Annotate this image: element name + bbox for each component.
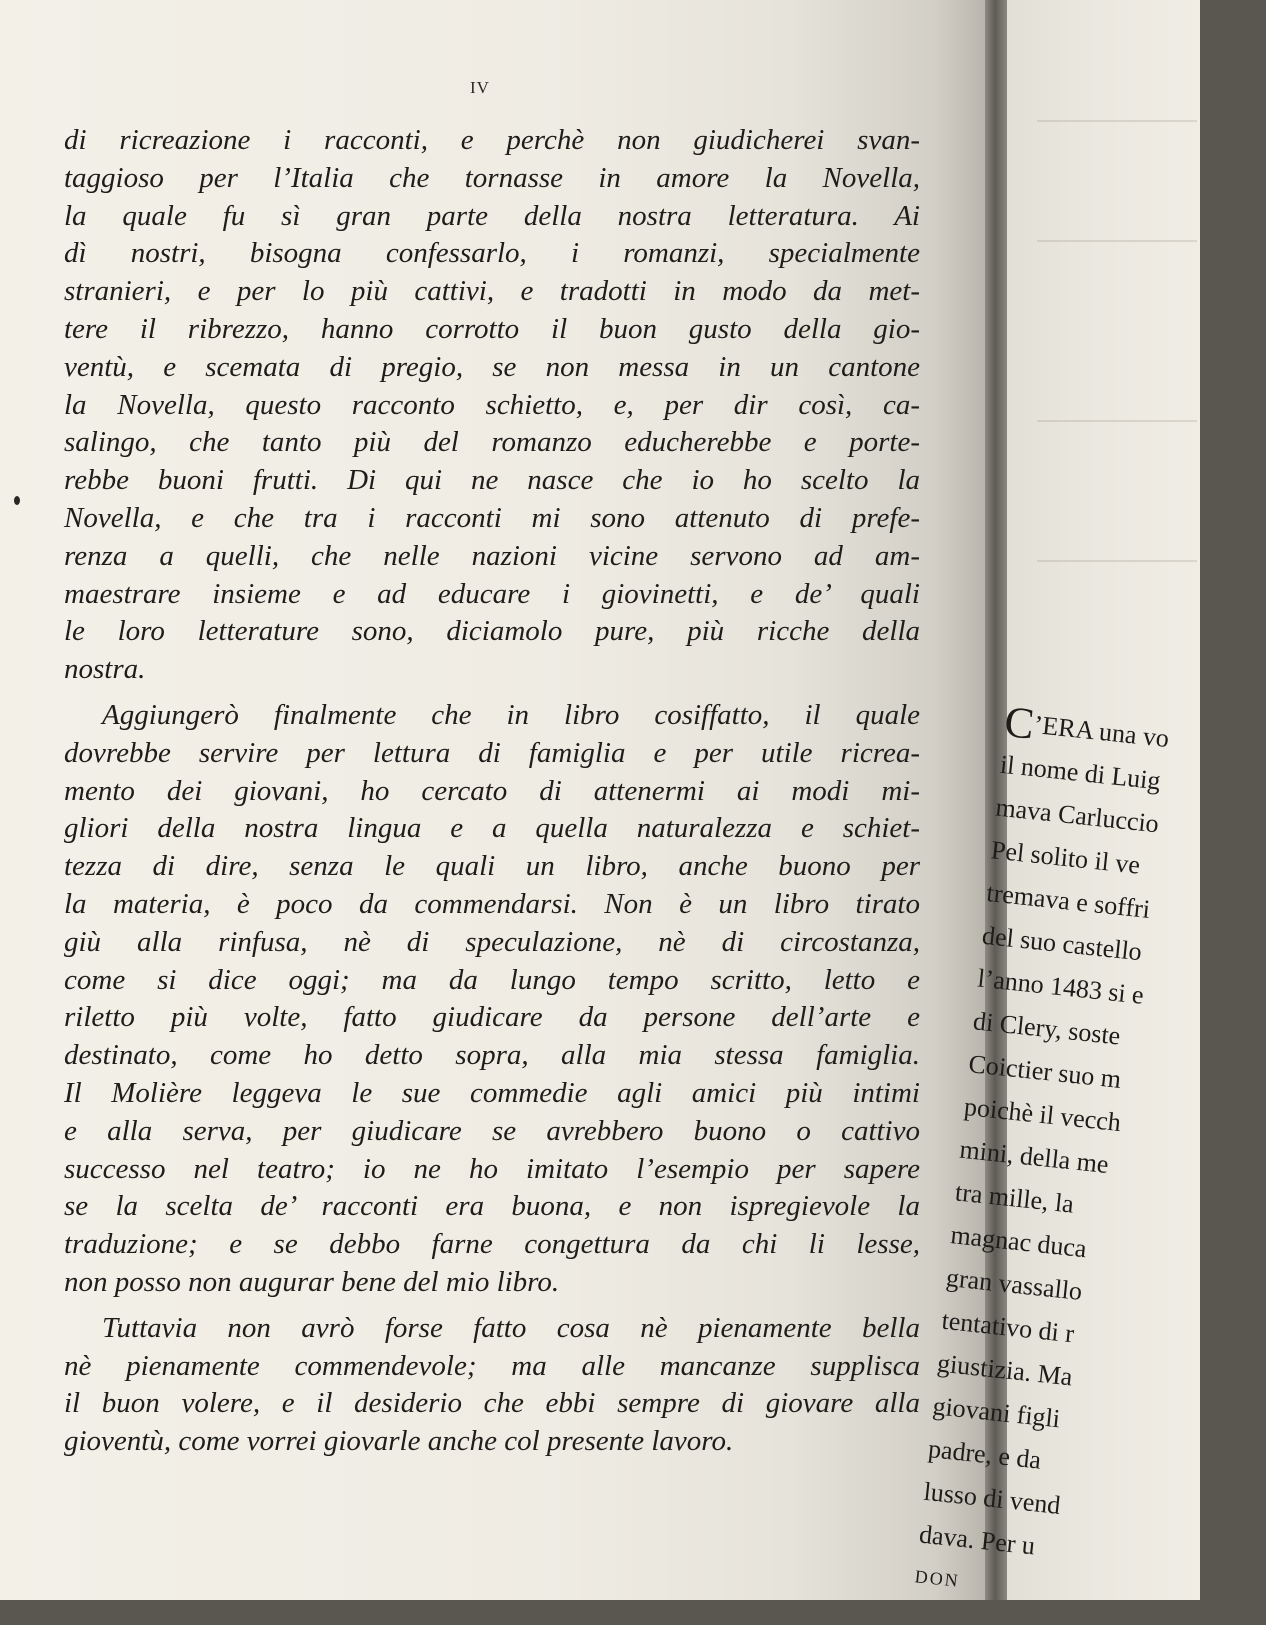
text-line: dovrebbe servire per lettura di famiglia e per utile ricrea-: [64, 736, 920, 769]
drop-cap: C: [1002, 697, 1037, 749]
body-text: [64, 122, 920, 1461]
text-line: la materia, è poco da commendarsi. Non è un libro tirato: [64, 887, 920, 920]
text-line: nè pienamente commendevole; ma alle mancanze supplisca: [64, 1349, 920, 1382]
text-line: traduzione; e se debbo farne congettura da chi li lesse,: [64, 1228, 920, 1261]
opening-line-text: ’ERA una vo: [1032, 710, 1171, 754]
text-line: salingo, che tanto più del romanzo educherebbe e porte-: [64, 426, 920, 459]
text-line: se la scelta de’ racconti era buona, e non ispregievole la: [64, 1190, 920, 1223]
text-line: come si dice oggi; ma da lungo tempo scritto, letto e: [64, 963, 920, 996]
ink-speck: [14, 496, 20, 505]
text-line: tra mille, la: [953, 1177, 1076, 1219]
text-line: di ricreazione i racconti, e perchè non giudicherei svan-: [64, 124, 920, 156]
text-line: giovani figli: [931, 1391, 1062, 1434]
text-line: e alla serva, per giudicare se avrebbero buono o cattivo: [64, 1114, 920, 1147]
right-page: [913, 0, 1200, 1600]
text-line: lusso di vend: [922, 1476, 1062, 1520]
text-line: gioventù, come vorrei giovarle anche col presente lavoro.: [64, 1425, 734, 1458]
text-line: Coictier suo m: [967, 1049, 1123, 1094]
text-line: di Clery, soste: [971, 1006, 1122, 1051]
text-line: non posso non augurar bene del mio libro.: [64, 1265, 560, 1298]
text-line: Pel solito il ve: [989, 835, 1142, 880]
text-line: il buon volere, e il desiderio che ebbi sempre di giovare alla: [64, 1387, 920, 1420]
text-line: giustizia. Ma: [935, 1348, 1074, 1392]
text-line: del suo castello: [980, 920, 1144, 967]
paragraph-first-line: Aggiungerò finalmente che in libro cosiffatto, il quale: [102, 698, 920, 731]
text-line: giù alla rinfusa, nè di speculazione, nè di circostanza,: [64, 925, 920, 958]
text-line: dì nostri, bisogna confessarlo, i romanzi, specialmente: [64, 237, 920, 270]
text-line: mini, della me: [958, 1134, 1110, 1180]
text-line: rebbe buoni frutti. Di qui ne nasce che io ho scelto la: [64, 464, 920, 497]
text-line: il nome di Luig: [998, 749, 1162, 796]
text-line: tere il ribrezzo, hanno corrotto il buon gusto della gio-: [64, 312, 920, 345]
text-line: nostra.: [64, 653, 146, 686]
text-line: stranieri, e per lo più cattivi, e tradotti in modo da met-: [64, 275, 920, 308]
paragraph-first-line: Tuttavia non avrò forse fatto cosa nè pienamente bella: [102, 1311, 920, 1344]
text-line: renza a quelli, che nelle nazioni vicine servono ad am-: [64, 539, 920, 572]
page-number: IV: [470, 78, 490, 97]
text-line: l’anno 1483 si e: [976, 963, 1146, 1010]
text-line: magnac duca: [949, 1220, 1089, 1264]
text-line: tentativo di r: [940, 1305, 1076, 1349]
text-line: taggioso per l’Italia che tornasse in amore la Novella,: [64, 161, 920, 194]
text-line: destinato, come ho detto sopra, alla mia stessa famiglia.: [64, 1039, 920, 1072]
text-line: poichè il vecch: [962, 1091, 1123, 1138]
footer-fragment: DON: [913, 1566, 961, 1591]
text-line: le loro letterature sono, diciamolo pure, più ricche della: [64, 615, 920, 648]
text-line: tezza di dire, senza le quali un libro, anche buono per: [64, 850, 920, 883]
text-line: successo nel teatro; io ne ho imitato l’esempio per sapere: [64, 1152, 920, 1185]
text-line: padre, e da: [926, 1433, 1043, 1475]
text-line: dava. Per u: [917, 1519, 1037, 1561]
text-line: ventù, e scemata di pregio, se non messa in un cantone: [64, 350, 920, 383]
show-through-line: [1037, 560, 1197, 562]
text-line: la Novella, questo racconto schietto, e, per dir così, ca-: [64, 388, 920, 421]
text-line: la quale fu sì gran parte della nostra letteratura. Ai: [64, 199, 920, 232]
show-through-line: [1037, 420, 1197, 422]
text-line: mento dei giovani, ho cercato di attenermi ai modi mi-: [64, 774, 920, 807]
text-line: Novella, e che tra i racconti mi sono attenuto di prefe-: [64, 501, 920, 534]
text-line: tremava e soffri: [985, 878, 1152, 925]
text-line: maestrare insieme e ad educare i giovinetti, e de’ quali: [64, 577, 920, 610]
text-line: Il Molière leggeva le sue commedie agli amici più intimi: [64, 1076, 920, 1109]
text-line: gran vassallo: [944, 1262, 1084, 1307]
show-through-line: [1037, 120, 1197, 122]
text-line: riletto più volte, fatto giudicare da persone dell’arte e: [64, 1001, 920, 1034]
text-line: mava Carluccio: [994, 792, 1161, 839]
text-line: gliori della nostra lingua e a quella naturalezza e schiet-: [64, 812, 920, 845]
show-through-line: [1037, 240, 1197, 242]
